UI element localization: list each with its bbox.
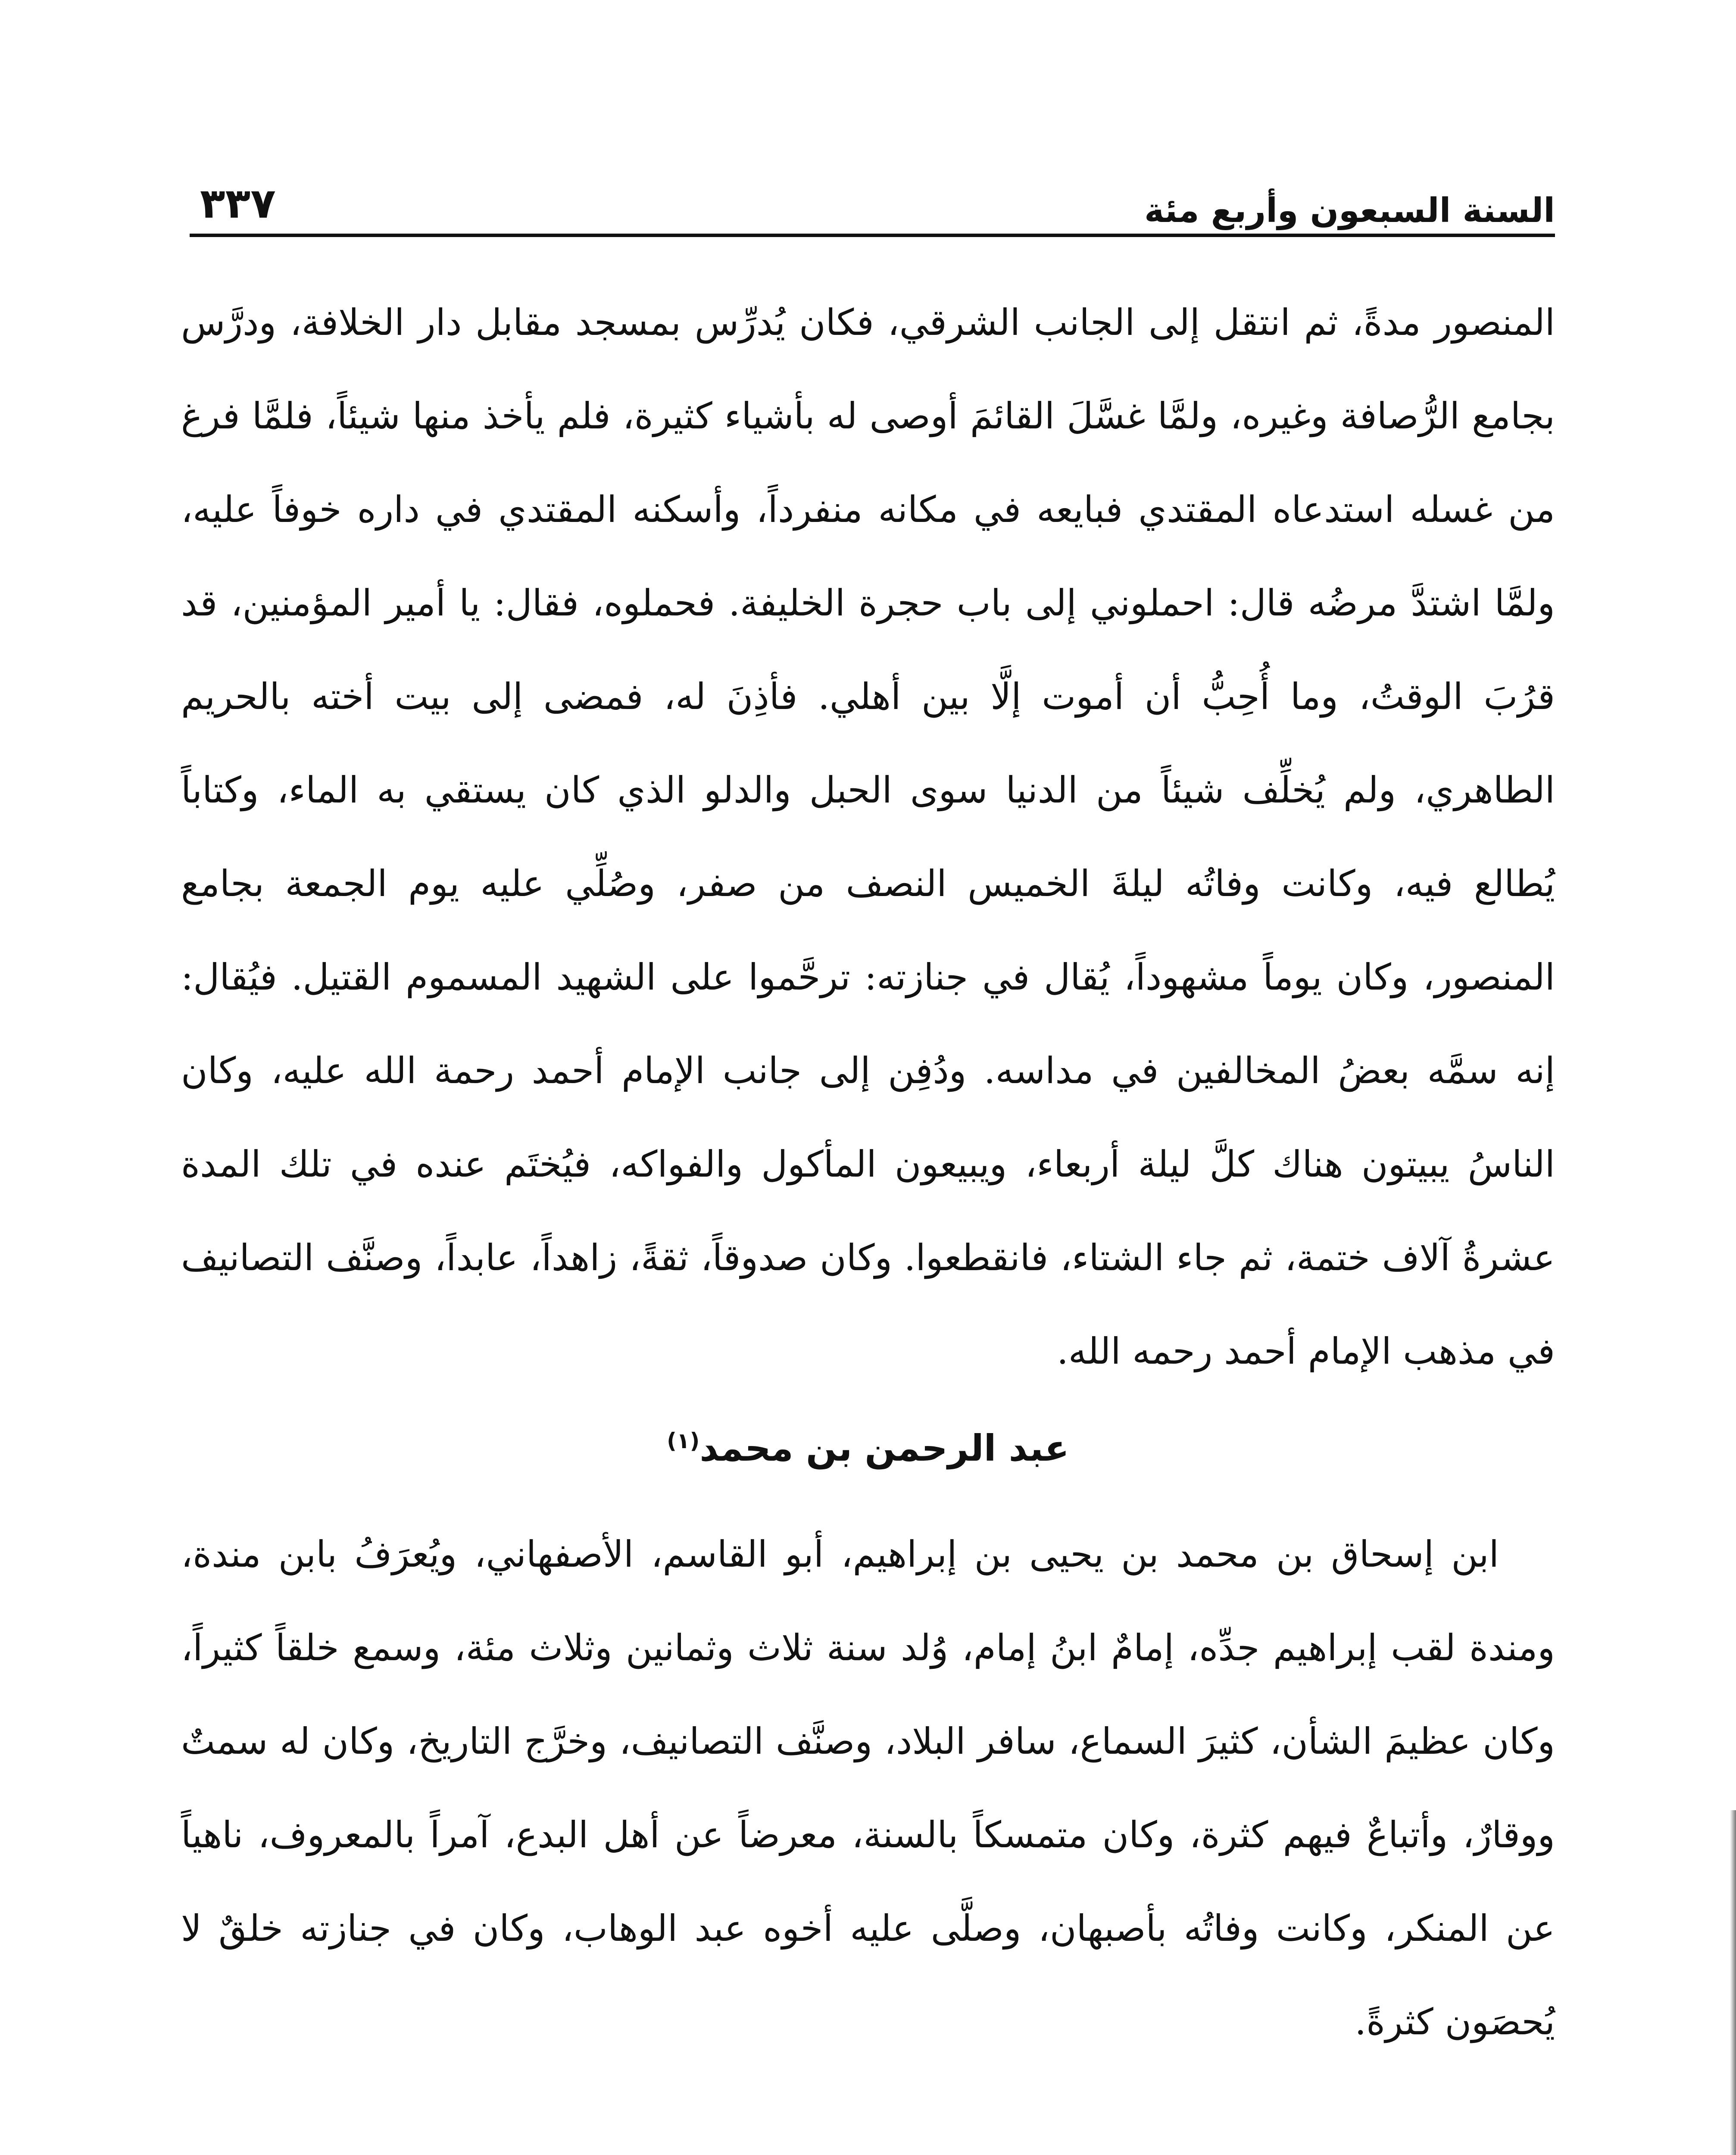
section-title-text: عبد الرحمن بن محمد [699,1427,1069,1469]
running-title: السنة السبعون وأربع مئة [1144,191,1555,230]
section-title [181,1409,1555,1487]
page-edge-shadow [1730,1810,1736,2155]
footnote-marker[interactable]: (١) [667,1428,700,1453]
main-text [181,276,1555,2069]
header-rule [190,234,1555,237]
paragraph-biography: ابن إسحاق بن محمد بن يحيى بن إبراهيم، أبو القاسم، الأصفهاني، ويُعرَفُ بابن مندة، ومندة لقب إبراهيم جدِّه، إمامٌ ابنُ إمام، وُلد سنة ثلاث وثمانين وثلاث مئة، وسمع خلقاً كثيراً، وكان عظيمَ الشأن، كثيرَ السماع، سافر البلاد، وصنَّف التصانيف، وخرَّج التاريخ، وكان له سمتٌ ووقارٌ، وأتباعٌ فيهم كثرة، وكان متمسكاً بالسنة، معرضاً عن أهل البدع، آمراً بالمعروف، ناهياً عن المنكر، وكانت وفاتُه بأصبهان، وصلَّى عليه أخوه عبد الوهاب، وكان في جنازته خلقٌ لا يُحصَون كثرةً. [181,1533,1555,2043]
running-header [190,172,1555,237]
paragraph-continuation: المنصور مدةً، ثم انتقل إلى الجانب الشرقي، فكان يُدرِّس بمسجد مقابل دار الخلافة، ودرَّس بجامع الرُّصافة وغيره، ولمَّا غسَّلَ القائمَ أوصى له بأشياء كثيرة، فلم يأخذ منها شيئاً، فلمَّا فرغ من غسله استدعاه المقتدي فبايعه في مكانه منفرداً، وأسكنه المقتدي في داره خوفاً عليه، ولمَّا اشتدَّ مرضُه قال: احملوني إلى باب حجرة الخليفة. فحملوه، فقال: يا أمير المؤمنين، قد قرُبَ الوقتُ، وما أُحِبُّ أن أموت إلَّا بين أهلي. فأذِنَ له، فمضى إلى بيت أخته بالحريم الطاهري، ولم يُخلِّف شيئاً من الدنيا سوى الحبل والدلو الذي كان يستقي به الماء، وكتاباً يُطالع فيه، وكانت وفاتُه ليلةَ الخميس النصف من صفر، وصُلِّي عليه يوم الجمعة بجامع المنصور، وكان يوماً مشهوداً، يُقال في جنازته: ترحَّموا على الشهيد المسموم القتيل. فيُقال: إنه سمَّه بعضُ المخالفين في مداسه. ودُفِن إلى جانب الإمام أحمد رحمة الله عليه، وكان الناسُ يبيتون هناك كلَّ ليلة أربعاء، ويبيعون المأكول والفواكه، فيُختَم عنده في تلك المدة عشرةُ آلاف ختمة، ثم جاء الشتاء، فانقطعوا. وكان صدوقاً، ثقةً، زاهداً، عابداً، وصنَّف التصانيف في مذهب الإمام أحمد رحمه الله. [181,301,1555,1372]
page-number: ٣٣٧ [200,179,276,228]
